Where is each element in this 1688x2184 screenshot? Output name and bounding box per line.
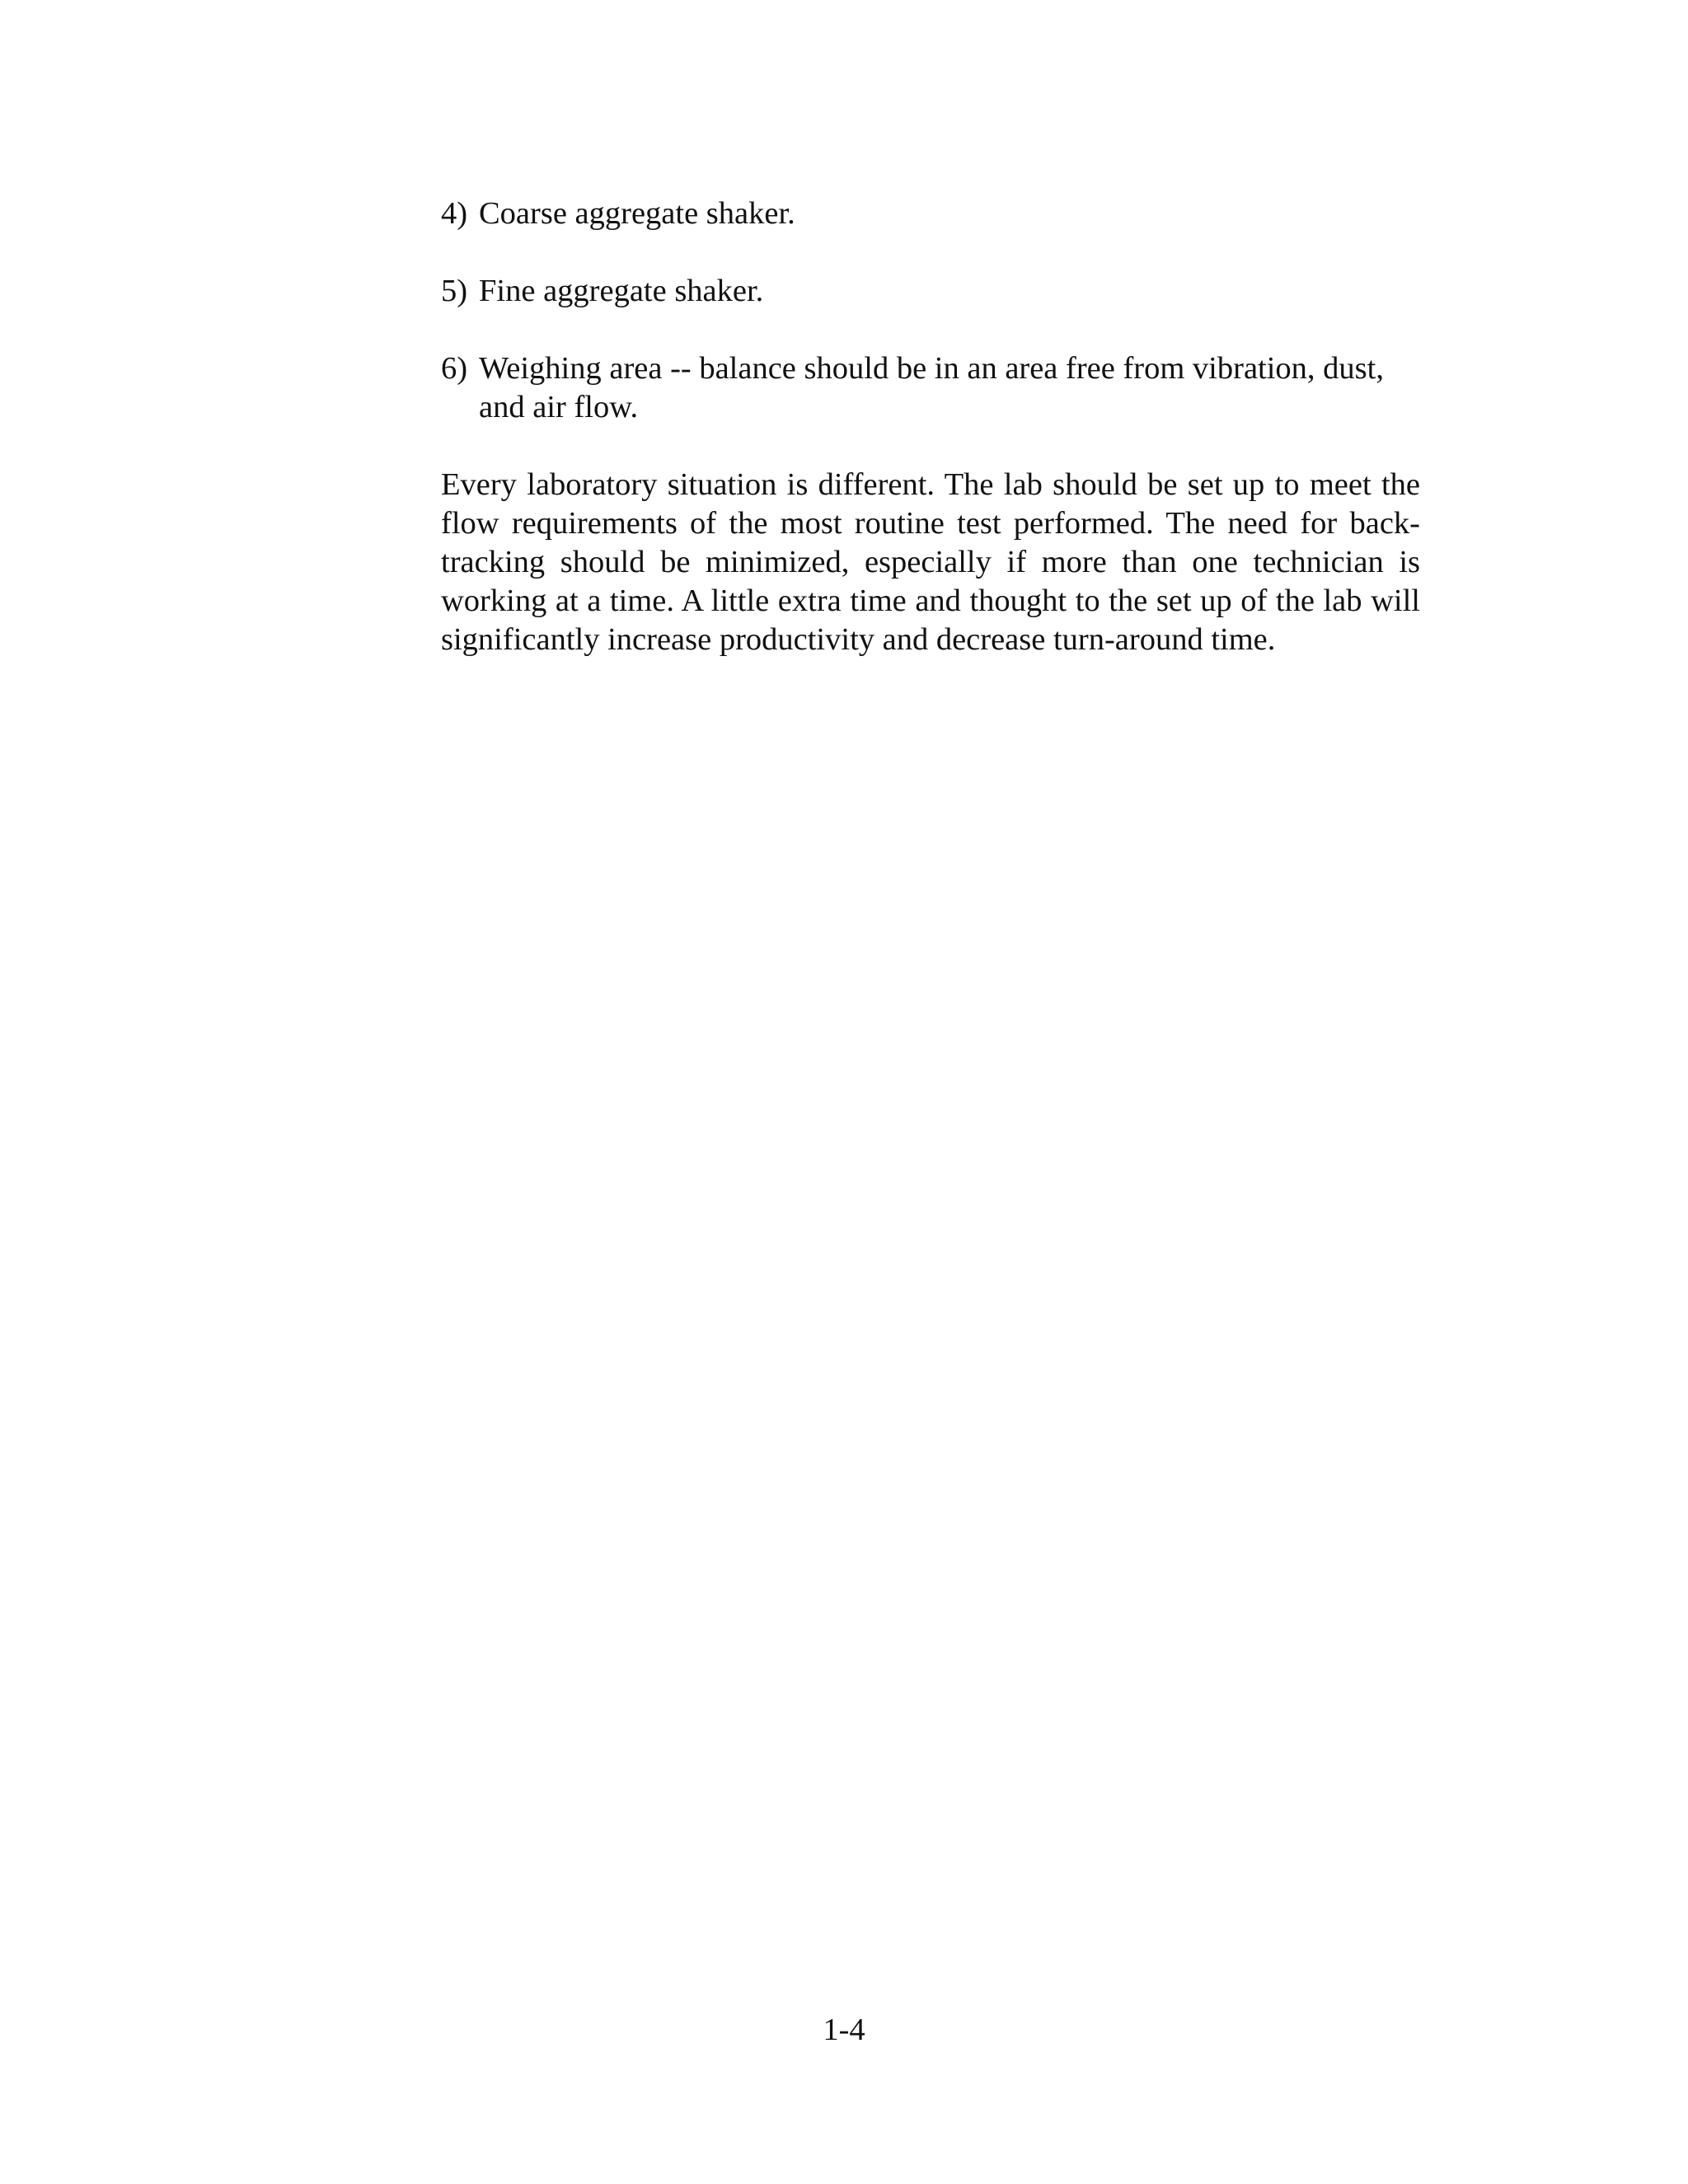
- list-item: [441, 349, 1420, 427]
- list-item-number: 6): [441, 351, 468, 386]
- list-item-text: Coarse aggregate shaker.: [479, 196, 795, 231]
- list-item: [441, 272, 1420, 311]
- list-item-text: Fine aggregate shaker.: [479, 274, 764, 308]
- body-paragraph: Every laboratory situation is different. The lab should be set up to meet the flow requirements of the most routine test performed. The need for back-tracking should be minimized, especially if more than one technician is working at a time. A little extra time and thought to the set up of the lab will significantly increase productivity and decrease turn-around time.: [441, 467, 1420, 657]
- list-item-text: Weighing area -- balance should be in an area free from vibration, dust, and air flow.: [479, 351, 1384, 424]
- list-item-number: 4): [441, 196, 468, 231]
- page-number: 1-4: [823, 2013, 865, 2047]
- page-content: [441, 194, 1420, 691]
- list-item-number: 5): [441, 274, 468, 308]
- list-item: [441, 194, 1420, 233]
